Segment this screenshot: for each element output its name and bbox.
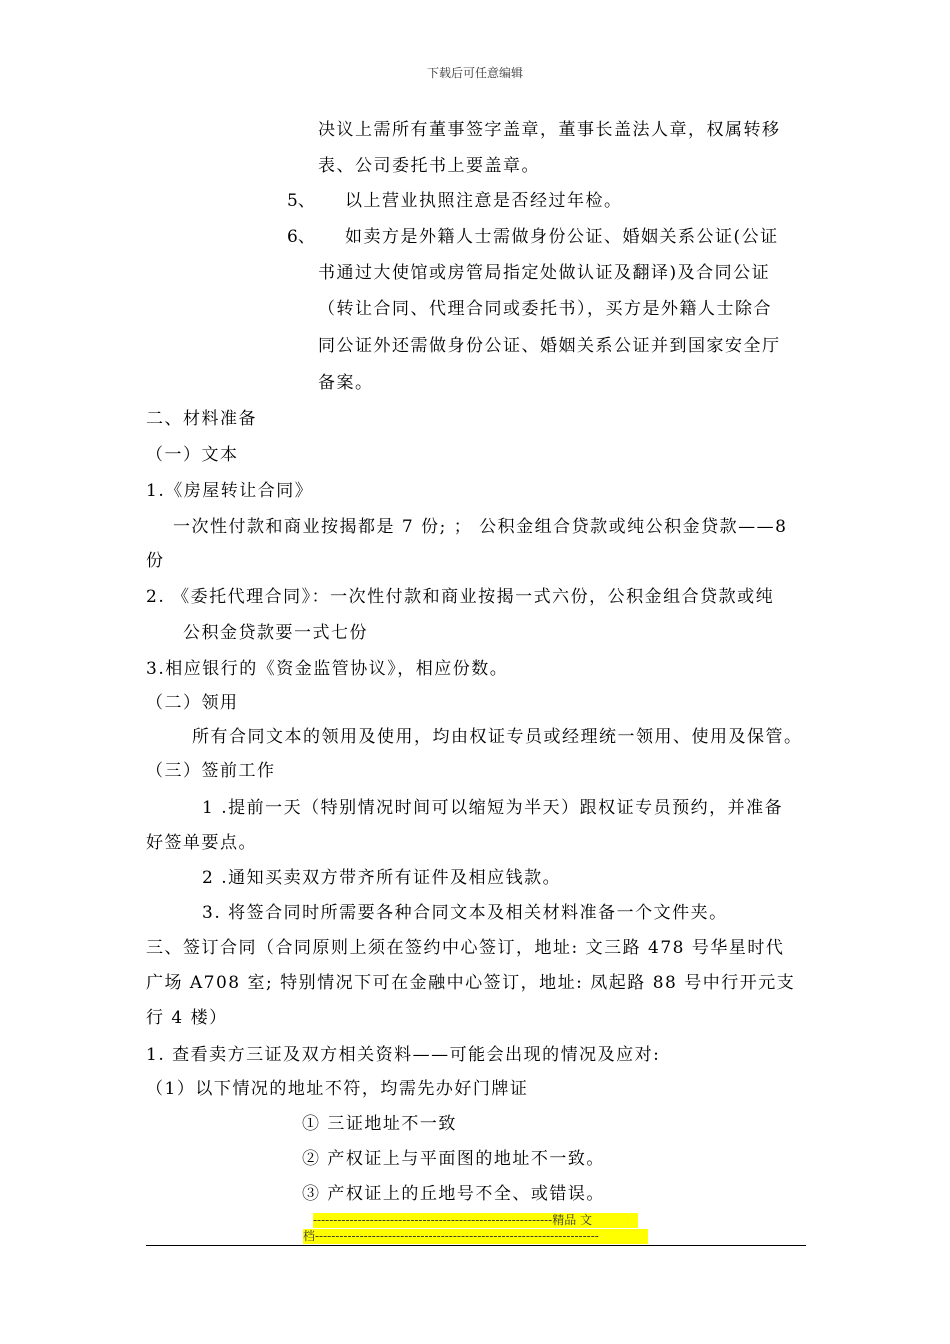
text-line: （1）以下情况的地址不符，均需先办好门牌证 <box>146 1079 529 1099</box>
text-line: 份 <box>146 551 165 571</box>
text-line: 如卖方是外籍人士需做身份公证、婚姻关系公证(公证 <box>345 227 779 247</box>
subsection-heading: （二）领用 <box>146 693 239 713</box>
text-line: 2 .通知买卖双方带齐所有证件及相应钱款。 <box>202 868 562 888</box>
list-item: ① 三证地址不一致 <box>302 1114 457 1134</box>
text-line: 表、公司委托书上要盖章。 <box>318 156 540 176</box>
list-number: 6、 <box>287 227 315 247</box>
text-line: 3. 将签合同时所需要各种合同文本及相关材料准备一个文件夹。 <box>202 903 728 923</box>
text-line: 同公证外还需做身份公证、婚姻关系公证并到国家安全厅 <box>318 336 781 356</box>
subsection-heading: （三）签前工作 <box>146 761 276 781</box>
text-line: 所有合同文本的领用及使用，均由权证专员或经理统一领用、使用及保管。 <box>192 727 803 747</box>
text-line: 好签单要点。 <box>146 833 257 853</box>
footer-divider <box>146 1245 806 1246</box>
text-line: 一次性付款和商业按揭都是 7 份; ； 公积金组合贷款或纯公积金贷款——8 <box>173 517 788 537</box>
text-line: 广场 A708 室; 特别情况下可在金融中心签订，地址: 凤起路 88 号中行开元支 <box>146 973 796 993</box>
page-header: 下载后可任意编辑 <box>426 66 523 80</box>
section-heading: 三、签订合同（合同原则上须在签约中心签订，地址: 文三路 478 号华星时代 <box>146 938 785 958</box>
section-heading: 二、材料准备 <box>146 409 257 429</box>
list-item: ② 产权证上与平面图的地址不一致。 <box>302 1149 605 1169</box>
text-line: 决议上需所有董事签字盖章，董事长盖法人章，权属转移 <box>318 120 781 140</box>
text-line: 备案。 <box>318 373 374 393</box>
text-line: 以上营业执照注意是否经过年检。 <box>345 191 623 211</box>
text-line: 书通过大使馆或房管局指定处做认证及翻译)及合同公证 <box>318 263 771 283</box>
subsection-heading: （一）文本 <box>146 445 239 465</box>
text-line: 1. 查看卖方三证及双方相关资料——可能会出现的情况及应对: <box>146 1045 661 1065</box>
text-line: 1.《房屋转让合同》 <box>146 481 314 501</box>
text-line: （转让合同、代理合同或委托书），买方是外籍人士除合 <box>318 299 772 319</box>
text-line: 行 4 楼） <box>146 1008 228 1028</box>
text-line: 3.相应银行的《资金监管协议》，相应份数。 <box>146 659 509 679</box>
footer-watermark-line1: -----------------------------------------------------------精品 文 <box>313 1213 638 1228</box>
footer-watermark-line2: 档---------------------------------------------------------------------- <box>303 1229 648 1244</box>
text-line: 2. 《委托代理合同》：一次性付款和商业按揭一式六份，公积金组合贷款或纯 <box>146 587 775 607</box>
text-line: 1 .提前一天（特别情况时间可以缩短为半天）跟权证专员预约，并准备 <box>202 798 784 818</box>
text-line: 公积金贷款要一式七份 <box>183 623 368 643</box>
list-item: ③ 产权证上的丘地号不全、或错误。 <box>302 1184 605 1204</box>
list-number: 5、 <box>287 191 315 211</box>
